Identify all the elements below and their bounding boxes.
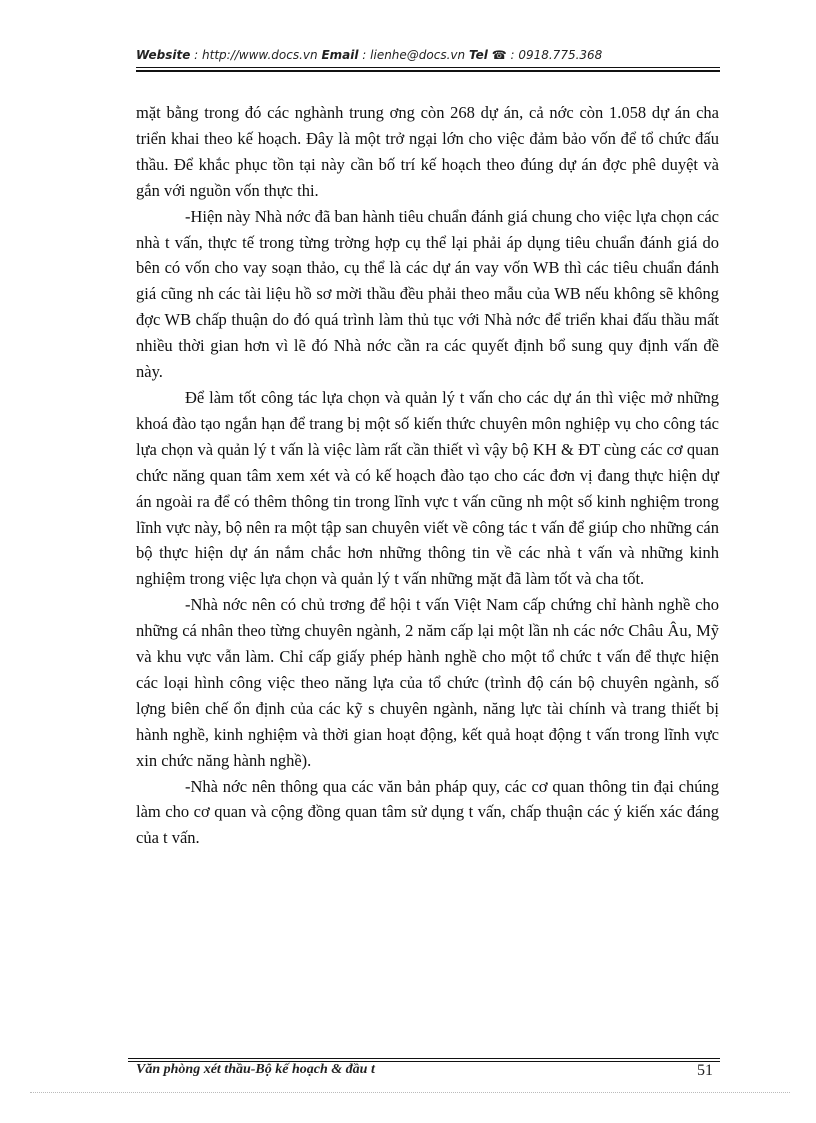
website-value[interactable]: : http://www.docs.vn bbox=[194, 48, 318, 62]
email-label: Email bbox=[321, 48, 359, 62]
paragraph-3: Để làm tốt công tác lựa chọn và quản lý t vấn cho các dự án thì việc mở những khoá đào tạo ngắn hạn để trang bị một số kiến thức chuyên môn nghiệp vụ cho công tác lựa chọn và quản lý t vấn là việc làm rất cần thiết vì vậy bộ KH & ĐT cùng các cơ quan chức năng quan tâm xem xét và có kế hoạch đào tạo cho các đơn vị đang thực hiện dự án ngoài ra để có thêm thông tin trong lĩnh vực t vấn cũng nh một số kinh nghiệm trong lĩnh vực này, bộ nên ra một tập san chuyên viết về công tác t vấn để giúp cho những cán bộ thực hiện dự án nắm chắc hơn những thông tin về các nhà t vấn và những kinh nghiệm trong việc lựa chọn và quản lý t vấn những mặt đã làm tốt và cha tốt. bbox=[136, 387, 719, 589]
phone-icon: ☎ bbox=[491, 48, 507, 62]
paragraph-5: -Nhà nớc nên thông qua các văn bản pháp quy, các cơ quan thông tin đại chúng làm cho cơ quan và cộng đồng quan tâm sử dụng t vấn, chấp thuận các ý kiến xác đáng của t vấn. bbox=[136, 776, 719, 848]
footer-rule bbox=[128, 1058, 720, 1059]
tel-label: Tel bbox=[468, 48, 488, 62]
paragraph-2: -Hiện này Nhà nớc đã ban hành tiêu chuẩn đánh giá chung cho việc lựa chọn các nhà t vấn, thực tế trong từng trờng hợp cụ thể lại phải áp dụng tiêu chuẩn đánh giá do bên có vốn cho vay soạn thảo, cụ thể là các dự án vay vốn WB thì các tiêu chuẩn đánh giá cũng nh các tài liệu hồ sơ mời thầu đều phải theo mẫu của WB nếu không sẽ không đợc WB chấp thuận do đó quá trình làm thủ tục với Nhà nớc để triển khai đấu thầu mất nhiều thời gian hơn vì lẽ đó Nhà nớc cần ra các quyết định bổ sung quy định vấn đề này. bbox=[136, 206, 719, 382]
page-number: 51 bbox=[697, 1062, 713, 1079]
footer-office-name: Văn phòng xét thầu-Bộ kế hoạch & đầu t bbox=[136, 1062, 375, 1077]
page-header bbox=[136, 48, 720, 62]
paragraph-4: -Nhà nớc nên có chủ trơng để hội t vấn Việt Nam cấp chứng chỉ hành nghề cho những cá nhân theo từng chuyên ngành, 2 năm cấp lại một lần nh các nớc Châu Âu, Mỹ và khu vực vẫn làm. Chỉ cấp giấy phép hành nghề cho một tổ chức t vấn để thực hiện các loại hình công việc theo năng lựa của tổ chức (trình độ cán bộ chuyên ngành, số lợng biên chế ổn định của các kỹ s chuyên ngành, năng lực tài chính và trang thiết bị hành nghề, kinh nghiệm và thời gian hoạt động, kết quả hoạt động t vấn trong lĩnh vực xin chức năng hành nghề). bbox=[136, 595, 719, 770]
page-bottom-dotted-line bbox=[30, 1092, 790, 1093]
paragraph-1: mặt bằng trong đó các nghành trung ơng còn 268 dự án, cả nớc còn 1.058 dự án cha triển khai theo kế hoạch. Đây là một trở ngại lớn cho việc đảm bảo vốn để tổ chức đấu thầu. Để khắc phục tồn tại này cần bố trí kế hoạch theo đúng dự án đợc phê duyệt và gắn với nguồn vốn thực thi. bbox=[136, 103, 719, 200]
header-rule-thick bbox=[136, 70, 720, 72]
header-rule bbox=[136, 67, 720, 68]
tel-value: : 0918.775.368 bbox=[510, 48, 603, 62]
website-label: Website bbox=[136, 48, 191, 62]
document-body bbox=[136, 100, 719, 851]
email-value[interactable]: : lienhe@docs.vn bbox=[362, 48, 466, 62]
